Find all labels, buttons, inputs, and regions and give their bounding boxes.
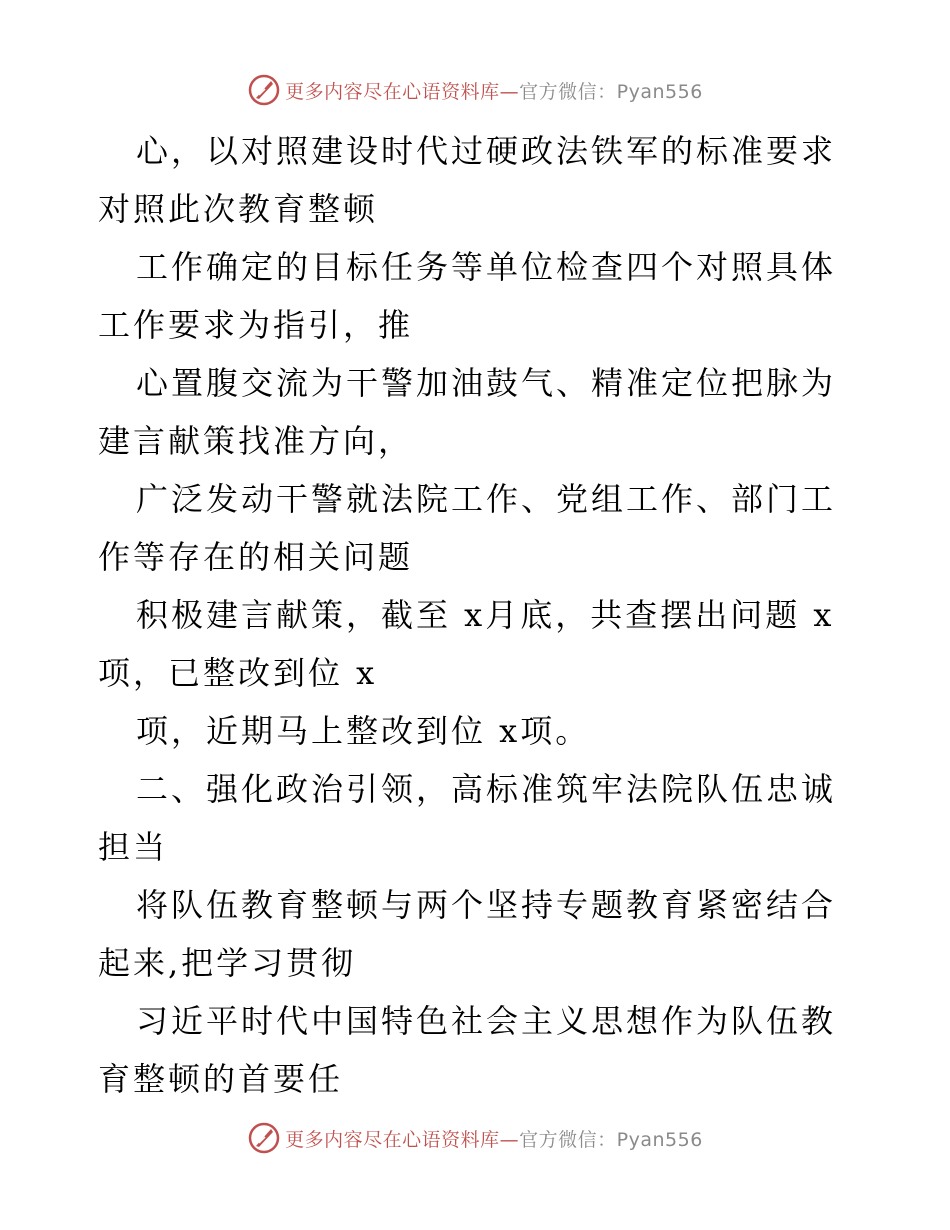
section-heading-2: 二、强化政治引领，高标准筑牢法院队伍忠诚担当 <box>98 770 837 866</box>
header-watermark <box>0 70 950 110</box>
paragraph-line-4: 广泛发动干警就法院工作、党组工作、部门工作等存在的相关问题 <box>98 480 837 576</box>
footer-watermark <box>0 1118 950 1158</box>
document-body <box>98 122 854 1108</box>
paragraph-line-8: 将队伍教育整顿与两个坚持专题教育紧密结合起来,把学习贯彻 <box>98 886 837 982</box>
paragraph-line-2: 工作确定的目标任务等单位检查四个对照具体工作要求为指引，推 <box>98 248 837 344</box>
watermark-text-wechat: 官方微信：Pyan556 <box>519 1128 703 1151</box>
quill-circle-logo-icon <box>247 73 281 107</box>
paragraph-line-1: 心，以对照建设时代过硬政法铁军的标准要求对照此次教育整顿 <box>98 132 837 228</box>
paragraph-line-9: 习近平时代中国特色社会主义思想作为队伍教育整顿的首要任 <box>98 1002 837 1098</box>
watermark-text-wechat: 官方微信：Pyan556 <box>519 80 703 103</box>
paragraph-line-6: 项，近期马上整改到位 x项。 <box>136 712 591 750</box>
watermark-text-main: 更多内容尽在心语资料库— <box>285 80 520 103</box>
quill-circle-logo-icon <box>247 1121 281 1155</box>
paragraph-line-3: 心置腹交流为干警加油鼓气、精准定位把脉为建言献策找准方向， <box>98 364 837 460</box>
watermark-text-main: 更多内容尽在心语资料库— <box>285 1128 520 1151</box>
paragraph-line-5: 积极建言献策，截至 x月底，共查摆出问题 x项，已整改到位 x <box>98 596 835 692</box>
